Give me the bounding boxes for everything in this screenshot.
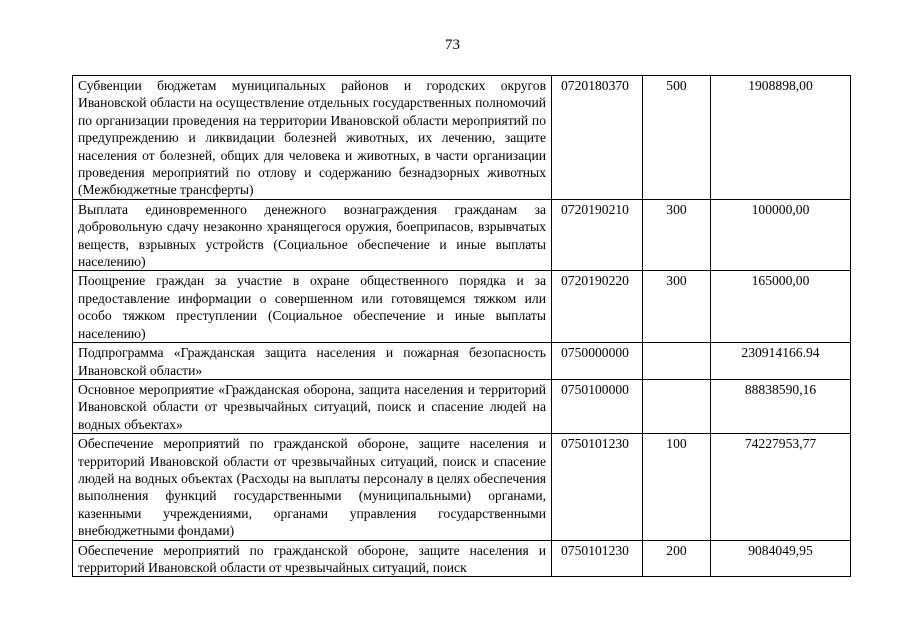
row-code: 0720190210 [552, 199, 643, 271]
row-expense-type: 300 [643, 199, 711, 271]
table-row [73, 434, 851, 540]
row-code: 0750101230 [552, 540, 643, 577]
row-code: 0750100000 [552, 379, 643, 433]
table-row [73, 271, 851, 343]
budget-table [72, 75, 851, 577]
table-row [73, 379, 851, 433]
row-amount: 88838590,16 [711, 379, 851, 433]
row-amount: 74227953,77 [711, 434, 851, 540]
row-code: 0720190220 [552, 271, 643, 343]
table-row [73, 76, 851, 200]
row-expense-type: 300 [643, 271, 711, 343]
row-amount: 165000,00 [711, 271, 851, 343]
row-description: Поощрение граждан за участие в охране общественного порядка и за предоставление информации о совершенном или готовящемся тяжком или особо тяжком преступлении (Социальное обеспечение и иные выплаты населению) [73, 271, 552, 343]
row-code: 0750000000 [552, 343, 643, 380]
row-description: Выплата единовременного денежного вознаграждения гражданам за добровольную сдачу незаконно хранящегося оружия, боеприпасов, взрывчатых веществ, взрывных устройств (Социальное обеспечение и иные выплаты населению) [73, 199, 552, 271]
row-amount: 100000,00 [711, 199, 851, 271]
row-expense-type [643, 379, 711, 433]
row-expense-type [643, 343, 711, 380]
table-row [73, 199, 851, 271]
row-expense-type: 100 [643, 434, 711, 540]
row-amount: 1908898,00 [711, 76, 851, 200]
row-amount: 230914166.94 [711, 343, 851, 380]
row-code: 0750101230 [552, 434, 643, 540]
row-code: 0720180370 [552, 76, 643, 200]
row-description: Подпрограмма «Гражданская защита населения и пожарная безопасность Ивановской области» [73, 343, 552, 380]
row-expense-type: 200 [643, 540, 711, 577]
row-description: Основное мероприятие «Гражданская оборона, защита населения и территорий Ивановской области от чрезвычайных ситуаций, поиск и спасение людей на водных объектах» [73, 379, 552, 433]
table-row [73, 343, 851, 380]
row-description: Обеспечение мероприятий по гражданской обороне, защите населения и территорий Ивановской области от чрезвычайных ситуаций, поиск и спасение людей на водных объектах (Расходы на выплаты персоналу в целях обеспечения выполнения функций государственными (муниципальными) органами, казенными учреждениями, органами управления государственными внебюджетными фондами) [73, 434, 552, 540]
table-row [73, 540, 851, 577]
row-description: Обеспечение мероприятий по гражданской обороне, защите населения и территорий Ивановской области от чрезвычайных ситуаций, поиск [73, 540, 552, 577]
row-description: Субвенции бюджетам муниципальных районов и городских округов Ивановской области на осуществление отдельных государственных полномочий по организации проведения на территории Ивановской области мероприятий по предупреждению и ликвидации болезней животных, их лечению, защите населения от болезней, общих для человека и животных, в части организации проведения мероприятий по отлову и содержанию безнадзорных животных (Межбюджетные трансферты) [73, 76, 552, 200]
row-amount: 9084049,95 [711, 540, 851, 577]
row-expense-type: 500 [643, 76, 711, 200]
page-number: 73 [445, 37, 460, 53]
